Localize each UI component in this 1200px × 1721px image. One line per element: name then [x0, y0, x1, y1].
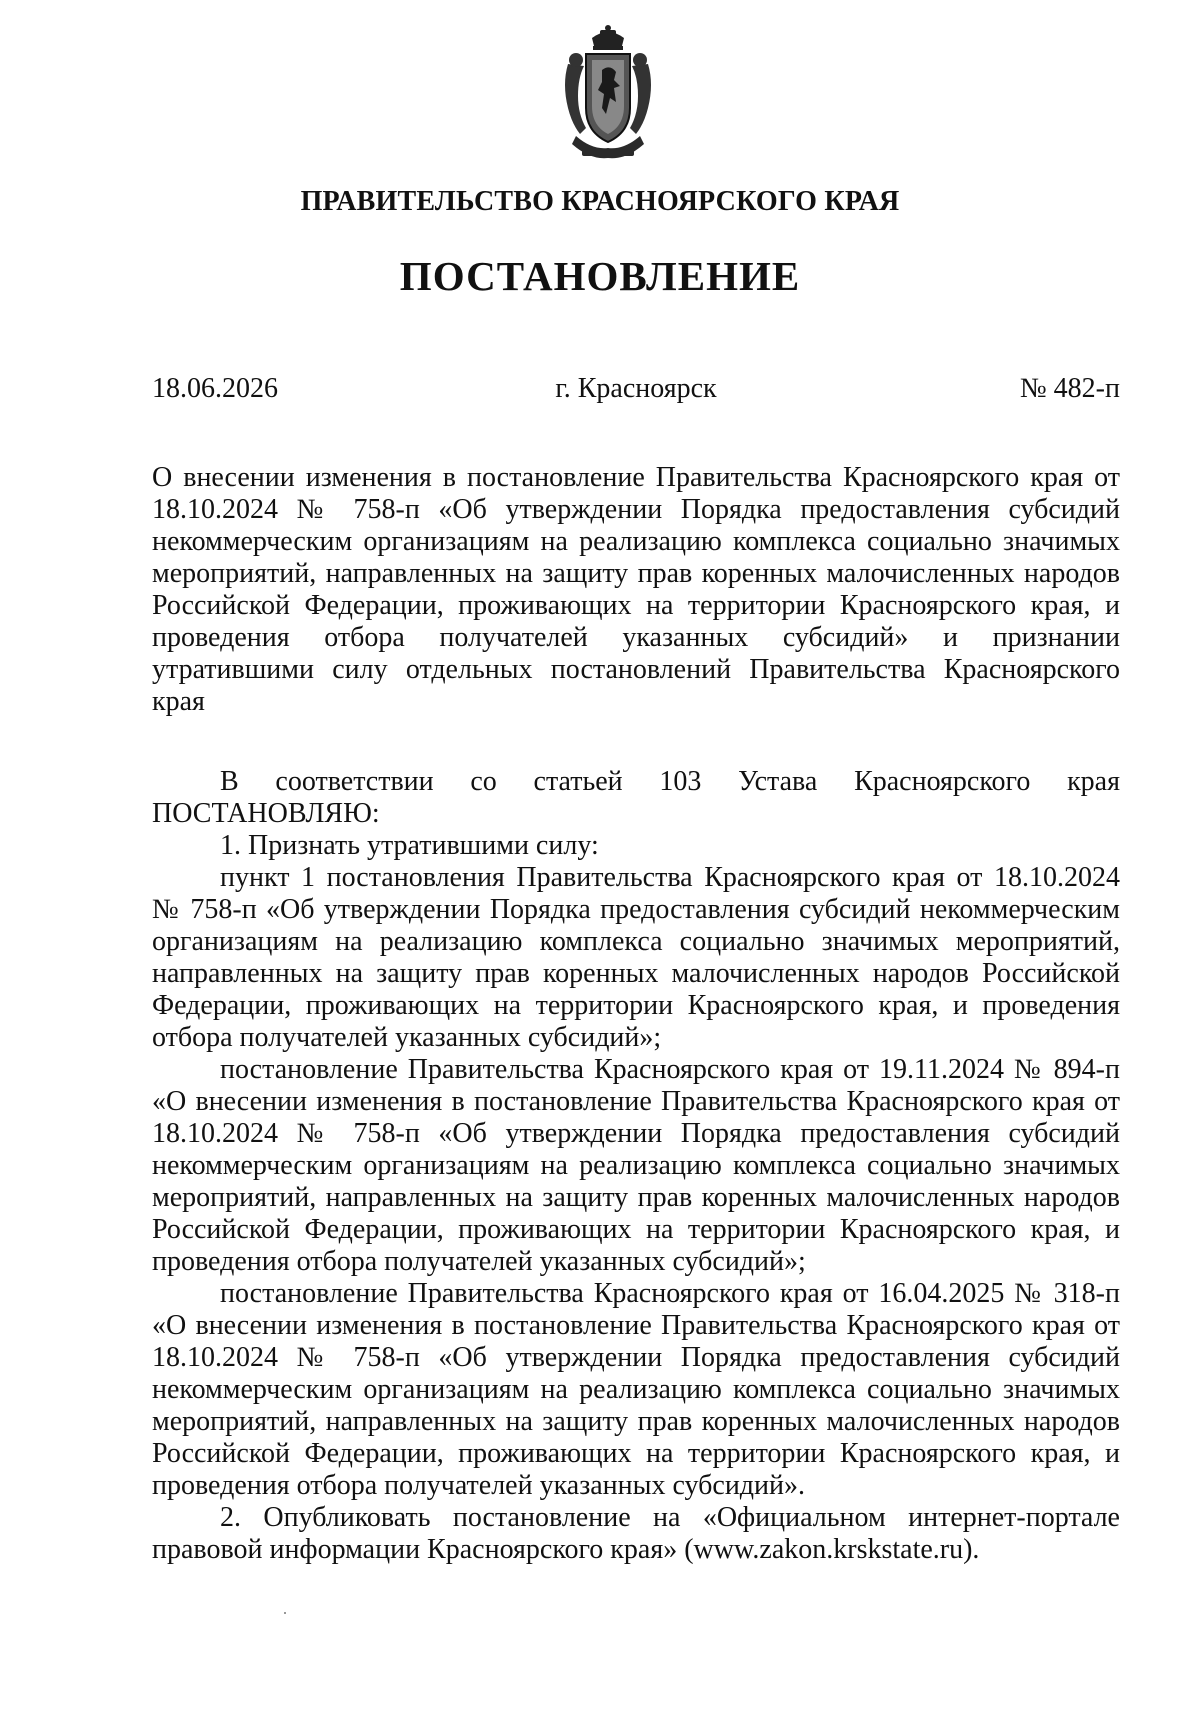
organization-name: ПРАВИТЕЛЬСТВО КРАСНОЯРСКОГО КРАЯ [300, 186, 900, 217]
document-meta [152, 373, 1120, 407]
preamble-paragraph: В соответствии со статьей 103 Устава Красноярского края ПОСТАНОВЛЯЮ: [152, 766, 1120, 829]
document-date: 18.06.2026 [152, 373, 278, 404]
document-title: О внесении изменения в постановление Правительства Красноярского края от 18.10.2024 № 758-п «Об утверждении Порядка предоставления субсидий некоммерческим организациям на реализацию комплекса социально значимых мероприятий, направленных на защиту прав коренных малочисленных народов Российской Федерации, проживающих на территории Красноярского края, и проведения отбора получателей указанных субсидий» и признании утратившими силу отдельных постановлений Правительства Красноярского края [152, 462, 1120, 717]
document-body [152, 766, 1120, 1566]
document-city: г. Красноярск [555, 373, 717, 404]
item-1-paragraph: 1. Признать утратившими силу: [220, 830, 599, 861]
document-type: ПОСТАНОВЛЕНИЕ [399, 253, 801, 299]
scan-speck [284, 1612, 286, 1614]
coat-of-arms-emblem [562, 24, 654, 162]
document-number: № 482-п [1019, 373, 1120, 404]
item-2-paragraph: 2. Опубликовать постановление на «Официальном интернет-портале правовой информации Красноярского края» (www.zakon.krskstate.ru). [152, 1502, 1120, 1565]
item-1c-paragraph: постановление Правительства Красноярского края от 16.04.2025 № 318-п «О внесении изменения в постановление Правительства Красноярского края от 18.10.2024 № 758-п «Об утверждении Порядка предоставления субсидий некоммерческим организациям на реализацию комплекса социально значимых мероприятий, направленных на защиту прав коренных малочисленных народов Российской Федерации, проживающих на территории Красноярского края, и проведения отбора получателей указанных субсидий». [152, 1278, 1120, 1501]
item-1b-paragraph: постановление Правительства Красноярского края от 19.11.2024 № 894-п «О внесении изменения в постановление Правительства Красноярского края от 18.10.2024 № 758-п «Об утверждении Порядка предоставления субсидий некоммерческим организациям на реализацию комплекса социально значимых мероприятий, направленных на защиту прав коренных малочисленных народов Российской Федерации, проживающих на территории Красноярского края, и проведения отбора получателей указанных субсидий»; [152, 1054, 1120, 1277]
item-1a-paragraph: пункт 1 постановления Правительства Красноярского края от 18.10.2024 № 758-п «Об утверждении Порядка предоставления субсидий некоммерческим организациям на реализацию комплекса социально значимых мероприятий, направленных на защиту прав коренных малочисленных народов Российской Федерации, проживающих на территории Красноярского края, и проведения отбора получателей указанных субсидий»; [152, 862, 1120, 1053]
